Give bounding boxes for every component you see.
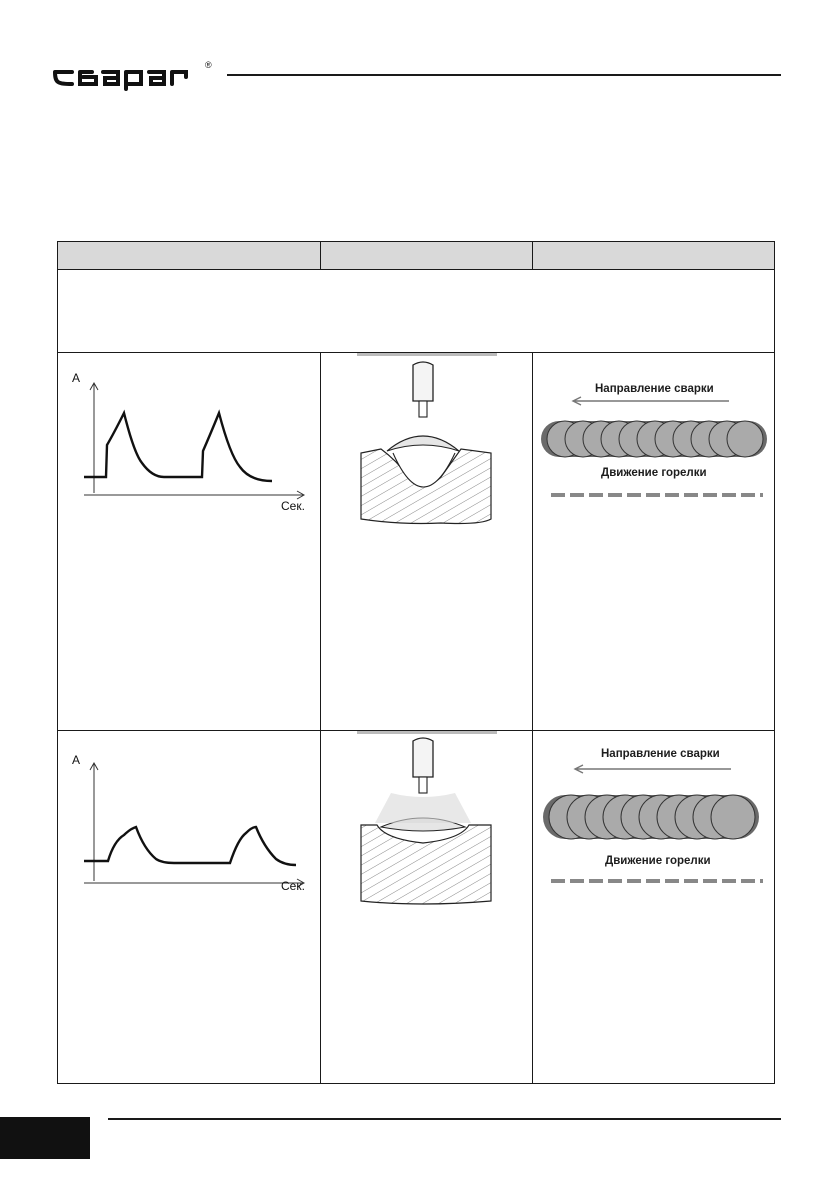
torch-movement-label: Движение горелки: [601, 467, 707, 479]
logo-registered-mark: ®: [205, 60, 212, 70]
bead-cell: [533, 353, 775, 731]
pulse-current-graph-icon: [64, 741, 314, 901]
column-header: [533, 242, 775, 270]
welding-direction-label: Направление сварки: [601, 748, 720, 760]
page-number-tab: [0, 1117, 90, 1159]
header-rule: [227, 74, 781, 76]
y-axis-label: A: [72, 371, 81, 385]
pulse-current-graph-icon: [64, 363, 314, 523]
welding-torch-icon: [321, 353, 521, 538]
torch-cell: [321, 353, 533, 731]
column-header: [58, 242, 321, 270]
table-row: [58, 731, 775, 1084]
welding-torch-icon: [321, 731, 521, 916]
weld-bead-ripples-icon: [533, 731, 773, 891]
x-axis-label: Сек.: [281, 499, 305, 513]
graph-cell: [58, 731, 321, 1084]
table-row: [58, 353, 775, 731]
bead-cell: [533, 731, 775, 1084]
footer-rule: [108, 1118, 781, 1120]
y-axis-label: A: [72, 753, 81, 767]
table-header-row: [58, 242, 775, 270]
torch-cell: [321, 731, 533, 1084]
welding-direction-label: Направление сварки: [595, 383, 714, 395]
graph-cell: [58, 353, 321, 731]
torch-movement-label: Движение горелки: [605, 855, 711, 867]
svarog-logo-icon: [52, 57, 217, 93]
pulse-modes-table: [57, 241, 775, 1084]
note-cell: [58, 270, 775, 353]
note-row: [58, 270, 775, 353]
column-header: [321, 242, 533, 270]
weld-bead-ripples-icon: [533, 353, 773, 513]
x-axis-label: Сек.: [281, 879, 305, 893]
brand-logo: [52, 57, 217, 93]
